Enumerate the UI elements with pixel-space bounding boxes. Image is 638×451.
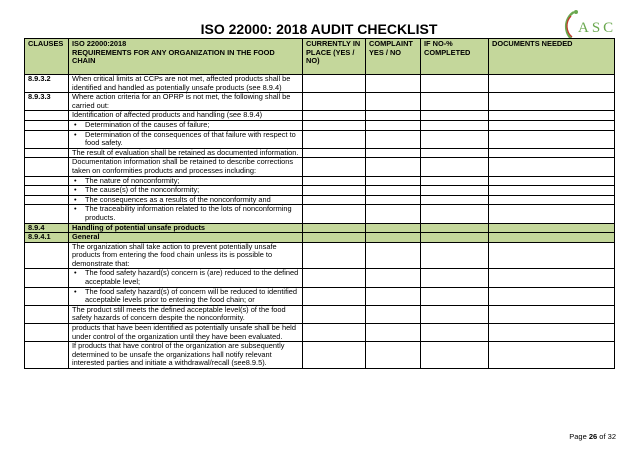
complaint-cell[interactable] bbox=[366, 269, 421, 287]
clause-cell bbox=[25, 324, 69, 342]
in-place-cell[interactable] bbox=[303, 342, 366, 369]
requirement-cell: The result of evaluation shall be retained as documented information. bbox=[69, 148, 303, 158]
in-place-cell[interactable] bbox=[303, 223, 366, 233]
clause-cell bbox=[25, 176, 69, 186]
clause-cell bbox=[25, 158, 69, 176]
complaint-cell[interactable] bbox=[366, 186, 421, 196]
complaint-cell[interactable] bbox=[366, 242, 421, 269]
documents-cell[interactable] bbox=[489, 176, 615, 186]
complaint-cell[interactable] bbox=[366, 158, 421, 176]
complaint-cell[interactable] bbox=[366, 205, 421, 223]
if-no-cell[interactable] bbox=[421, 195, 489, 205]
footer-page-label: Page bbox=[569, 432, 587, 441]
logo-leaf bbox=[574, 10, 578, 14]
bullet-text: Determination of the consequences of that failure with respect to food safety. bbox=[85, 130, 296, 148]
requirement-cell bbox=[69, 176, 303, 186]
table-row bbox=[25, 93, 615, 111]
bullet-icon: • bbox=[74, 185, 77, 195]
documents-cell[interactable] bbox=[489, 305, 615, 323]
header-complaint: COMPLAINT YES / NO bbox=[366, 39, 421, 75]
complaint-cell[interactable] bbox=[366, 233, 421, 243]
if-no-cell[interactable] bbox=[421, 233, 489, 243]
requirement-cell bbox=[69, 195, 303, 205]
complaint-cell[interactable] bbox=[366, 305, 421, 323]
requirement-cell: If products that have control of the organization are subsequently determined to be unsafe the organizations hall notify relevant interested parties and initiate a withdrawal/recall (see8.9.5). bbox=[69, 342, 303, 369]
complaint-cell[interactable] bbox=[366, 324, 421, 342]
bullet-icon: • bbox=[74, 176, 77, 185]
if-no-cell[interactable] bbox=[421, 342, 489, 369]
documents-cell[interactable] bbox=[489, 158, 615, 176]
table-header-row bbox=[25, 39, 615, 75]
documents-cell[interactable] bbox=[489, 120, 615, 130]
bullet-text: The cause(s) of the nonconformity; bbox=[85, 185, 200, 195]
documents-cell[interactable] bbox=[489, 93, 615, 111]
complaint-cell[interactable] bbox=[366, 111, 421, 121]
documents-cell[interactable] bbox=[489, 186, 615, 196]
bullet-icon: • bbox=[74, 120, 77, 129]
requirement-cell: General bbox=[69, 233, 303, 243]
documents-cell[interactable] bbox=[489, 242, 615, 269]
audit-checklist-table bbox=[24, 38, 615, 369]
documents-cell[interactable] bbox=[489, 111, 615, 121]
requirement-cell bbox=[69, 205, 303, 223]
documents-cell[interactable] bbox=[489, 269, 615, 287]
requirement-cell bbox=[69, 269, 303, 287]
documents-cell[interactable] bbox=[489, 287, 615, 305]
documents-cell[interactable] bbox=[489, 148, 615, 158]
bullet-text: The food safety hazard(s) of concern will be reduced to identified acceptable levels prior to entering the food chain; or bbox=[85, 287, 297, 305]
requirement-cell: products that have been identified as potentially unsafe shall be held under control of the organization until they have been evaluated. bbox=[69, 324, 303, 342]
table-row bbox=[25, 186, 615, 196]
requirement-cell bbox=[69, 287, 303, 305]
header-currently-in-place: CURRENTLY IN PLACE (YES / NO) bbox=[303, 39, 366, 75]
in-place-cell[interactable] bbox=[303, 148, 366, 158]
documents-cell[interactable] bbox=[489, 205, 615, 223]
requirement-cell bbox=[69, 186, 303, 196]
if-no-cell[interactable] bbox=[421, 176, 489, 186]
bullet-text: The food safety hazard(s) concern is (are) reduced to the defined acceptable level; bbox=[85, 268, 299, 287]
clause-cell bbox=[25, 305, 69, 323]
if-no-cell[interactable] bbox=[421, 148, 489, 158]
clause-cell bbox=[25, 120, 69, 130]
header-clauses: CLAUSES bbox=[25, 39, 69, 75]
in-place-cell[interactable] bbox=[303, 305, 366, 323]
requirement-cell: Identification of affected products and handling (see 8.9.4) bbox=[69, 111, 303, 121]
page-title: ISO 22000: 2018 AUDIT CHECKLIST bbox=[200, 21, 438, 37]
in-place-cell[interactable] bbox=[303, 269, 366, 287]
bullet-text: The nature of nonconformity; bbox=[85, 176, 180, 185]
if-no-cell[interactable] bbox=[421, 93, 489, 111]
if-no-cell[interactable] bbox=[421, 242, 489, 269]
in-place-cell[interactable] bbox=[303, 111, 366, 121]
clause-cell bbox=[25, 205, 69, 223]
clause-cell bbox=[25, 186, 69, 196]
table-row bbox=[25, 130, 615, 148]
requirement-cell: Handling of potential unsafe products bbox=[69, 223, 303, 233]
table-row bbox=[25, 195, 615, 205]
complaint-cell[interactable] bbox=[366, 130, 421, 148]
bullet-text: The consequences as a results of the nonconformity and bbox=[85, 195, 271, 204]
complaint-cell[interactable] bbox=[366, 93, 421, 111]
in-place-cell[interactable] bbox=[303, 158, 366, 176]
complaint-cell[interactable] bbox=[366, 148, 421, 158]
clause-cell: 8.9.4 bbox=[25, 223, 69, 233]
footer-of-label: of bbox=[599, 432, 606, 441]
in-place-cell[interactable] bbox=[303, 233, 366, 243]
clause-cell: 8.9.3.3 bbox=[25, 93, 69, 111]
if-no-cell[interactable] bbox=[421, 120, 489, 130]
if-no-cell[interactable] bbox=[421, 75, 489, 93]
in-place-cell[interactable] bbox=[303, 176, 366, 186]
requirement-cell bbox=[69, 120, 303, 130]
clause-cell bbox=[25, 111, 69, 121]
bullet-icon: • bbox=[74, 287, 77, 296]
in-place-cell[interactable] bbox=[303, 93, 366, 111]
clause-cell bbox=[25, 148, 69, 158]
in-place-cell[interactable] bbox=[303, 195, 366, 205]
if-no-cell[interactable] bbox=[421, 324, 489, 342]
requirement-cell: The product still meets the defined acceptable level(s) of the food safety hazards of concern despite the nonconformity. bbox=[69, 305, 303, 323]
section-row bbox=[25, 223, 615, 233]
documents-cell[interactable] bbox=[489, 75, 615, 93]
documents-cell[interactable] bbox=[489, 223, 615, 233]
table-row bbox=[25, 75, 615, 93]
footer-current-page: 26 bbox=[588, 432, 598, 441]
complaint-cell[interactable] bbox=[366, 75, 421, 93]
documents-cell[interactable] bbox=[489, 324, 615, 342]
if-no-cell[interactable] bbox=[421, 186, 489, 196]
table-row bbox=[25, 120, 615, 130]
requirement-cell: The organization shall take action to prevent potentially unsafe products from entering the food chain unless its is possible to demonstrate that: bbox=[69, 242, 303, 269]
bullet-icon: • bbox=[74, 204, 77, 214]
table-row bbox=[25, 148, 615, 158]
documents-cell[interactable] bbox=[489, 195, 615, 205]
documents-cell[interactable] bbox=[489, 233, 615, 243]
clause-cell bbox=[25, 269, 69, 287]
requirement-cell: Documentation information shall be retained to describe corrections taken on conformities products and processes including: bbox=[69, 158, 303, 176]
table-row bbox=[25, 242, 615, 269]
if-no-cell[interactable] bbox=[421, 205, 489, 223]
table-row bbox=[25, 287, 615, 305]
table-row bbox=[25, 158, 615, 176]
footer-total-pages: 32 bbox=[607, 432, 616, 441]
if-no-cell[interactable] bbox=[421, 269, 489, 287]
table-row bbox=[25, 111, 615, 121]
in-place-cell[interactable] bbox=[303, 205, 366, 223]
if-no-cell[interactable] bbox=[421, 158, 489, 176]
if-no-cell[interactable] bbox=[421, 223, 489, 233]
clause-cell: 8.9.4.1 bbox=[25, 233, 69, 243]
table-row bbox=[25, 176, 615, 186]
header-if-no-completed: IF NO-% COMPLETED bbox=[421, 39, 489, 75]
clause-cell bbox=[25, 195, 69, 205]
in-place-cell[interactable] bbox=[303, 186, 366, 196]
in-place-cell[interactable] bbox=[303, 75, 366, 93]
logo-text: ASC bbox=[578, 20, 617, 36]
if-no-cell[interactable] bbox=[421, 305, 489, 323]
in-place-cell[interactable] bbox=[303, 324, 366, 342]
section-row bbox=[25, 233, 615, 243]
in-place-cell[interactable] bbox=[303, 120, 366, 130]
in-place-cell[interactable] bbox=[303, 130, 366, 148]
table-row bbox=[25, 342, 615, 369]
table-row bbox=[25, 205, 615, 223]
requirement-cell: When critical limits at CCPs are not met, affected products shall be identified and handled as potentially unsafe products (see 8.9.4) bbox=[69, 75, 303, 93]
bullet-icon: • bbox=[74, 268, 77, 278]
complaint-cell[interactable] bbox=[366, 223, 421, 233]
complaint-cell[interactable] bbox=[366, 195, 421, 205]
table-row bbox=[25, 305, 615, 323]
table-row bbox=[25, 269, 615, 287]
header-documents-needed: DOCUMENTS NEEDED bbox=[489, 39, 615, 75]
clause-cell bbox=[25, 287, 69, 305]
bullet-icon: • bbox=[74, 195, 77, 204]
in-place-cell[interactable] bbox=[303, 287, 366, 305]
bullet-icon: • bbox=[74, 130, 77, 139]
documents-cell[interactable] bbox=[489, 130, 615, 148]
if-no-cell[interactable] bbox=[421, 287, 489, 305]
requirement-cell: Where action criteria for an OPRP is not met, the following shall be carried out: bbox=[69, 93, 303, 111]
complaint-cell[interactable] bbox=[366, 176, 421, 186]
documents-cell[interactable] bbox=[489, 342, 615, 369]
bullet-text: Determination of the causes of failure; bbox=[85, 120, 210, 129]
clause-cell: 8.9.3.2 bbox=[25, 75, 69, 93]
complaint-cell[interactable] bbox=[366, 342, 421, 369]
page-footer bbox=[569, 432, 616, 441]
bullet-text: The traceability information related to the lots of nonconforming products. bbox=[85, 204, 292, 222]
clause-cell bbox=[25, 242, 69, 269]
table-row bbox=[25, 324, 615, 342]
complaint-cell[interactable] bbox=[366, 287, 421, 305]
clause-cell bbox=[25, 130, 69, 148]
clause-cell bbox=[25, 342, 69, 369]
if-no-cell[interactable] bbox=[421, 111, 489, 121]
complaint-cell[interactable] bbox=[366, 120, 421, 130]
requirement-cell bbox=[69, 130, 303, 148]
if-no-cell[interactable] bbox=[421, 130, 489, 148]
in-place-cell[interactable] bbox=[303, 242, 366, 269]
header-requirements: ISO 22000:2018 REQUIREMENTS FOR ANY ORGANIZATION IN THE FOOD CHAIN bbox=[69, 39, 303, 75]
